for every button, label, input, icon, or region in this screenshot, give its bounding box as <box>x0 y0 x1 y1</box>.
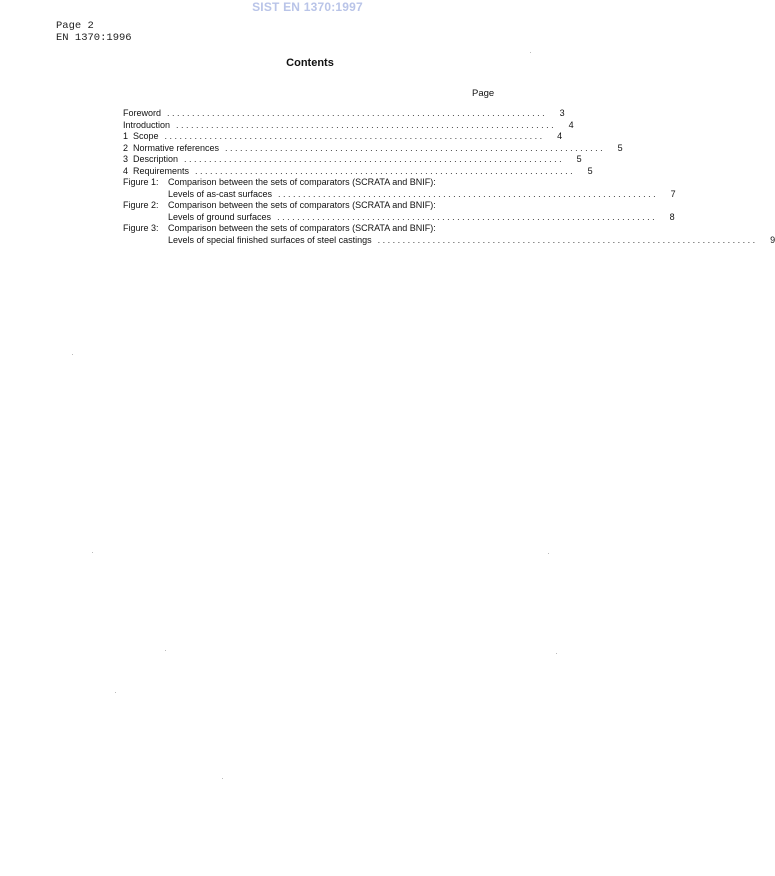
toc-entry-page: 8 <box>669 211 675 222</box>
dot-leader <box>184 154 562 166</box>
toc-entry-requirements[interactable] <box>123 165 593 178</box>
dot-leader <box>225 143 603 155</box>
figure-caption-line1: Comparison between the sets of comparators (SCRATA and BNIF): <box>168 223 436 233</box>
page-number: Page 2 <box>56 20 94 32</box>
toc-entry-page: 4 <box>568 119 574 130</box>
toc-entry-foreword[interactable] <box>123 108 565 120</box>
toc-entry-page: 5 <box>576 154 582 164</box>
toc-entry-figure-3[interactable] <box>123 223 775 246</box>
dot-leader <box>165 131 543 143</box>
toc-entry-introduction[interactable] <box>123 119 574 132</box>
figure-label: Figure 1: <box>123 177 159 187</box>
toc-entry-label: 2 Normative references <box>123 142 220 153</box>
toc-entry-page: 5 <box>617 142 623 153</box>
contents-title: Contents <box>286 57 334 69</box>
toc-entry-description[interactable] <box>123 154 582 166</box>
page-column-label: Page <box>472 88 495 99</box>
figure-label: Figure 3: <box>123 223 159 233</box>
toc-entry-page: 3 <box>559 108 565 118</box>
figure-caption-line2: Levels of special finished surfaces of steel castings <box>168 234 372 245</box>
figure-caption-line2: Levels of as-cast surfaces <box>168 188 273 199</box>
figure-caption-line1: Comparison between the sets of comparators (SCRATA and BNIF): <box>168 200 436 210</box>
toc-entry-label: 1 Scope <box>123 131 159 141</box>
dot-leader <box>378 235 756 247</box>
dot-leader <box>176 120 554 132</box>
dot-leader <box>277 212 655 224</box>
toc-entry-page: 5 <box>587 165 593 176</box>
standard-number: EN 1370:1996 <box>56 32 132 44</box>
toc-entry-label: 3 Description <box>123 154 179 164</box>
figure-label: Figure 2: <box>123 200 159 210</box>
toc-entry-label: Introduction <box>123 119 171 130</box>
toc-entry-scope[interactable] <box>123 131 563 143</box>
toc-entry-label: Foreword <box>123 108 162 118</box>
toc-entry-normative-references[interactable] <box>123 142 623 155</box>
figure-caption-line2: Levels of ground surfaces <box>168 211 272 222</box>
figure-caption-line1: Comparison between the sets of comparators (SCRATA and BNIF): <box>168 177 436 187</box>
toc-entry-page: 7 <box>670 188 676 199</box>
dot-leader <box>167 108 545 120</box>
toc-entry-page: 9 <box>770 234 775 245</box>
toc-entry-figure-1[interactable] <box>123 177 676 200</box>
toc-entry-label: 4 Requirements <box>123 165 190 176</box>
page-header <box>56 20 132 44</box>
table-of-contents <box>123 108 775 246</box>
toc-entry-figure-2[interactable] <box>123 200 675 223</box>
toc-entry-page: 4 <box>557 131 563 141</box>
dot-leader <box>278 189 656 201</box>
watermark: SIST EN 1370:1997 <box>252 0 363 14</box>
dot-leader <box>195 166 573 178</box>
